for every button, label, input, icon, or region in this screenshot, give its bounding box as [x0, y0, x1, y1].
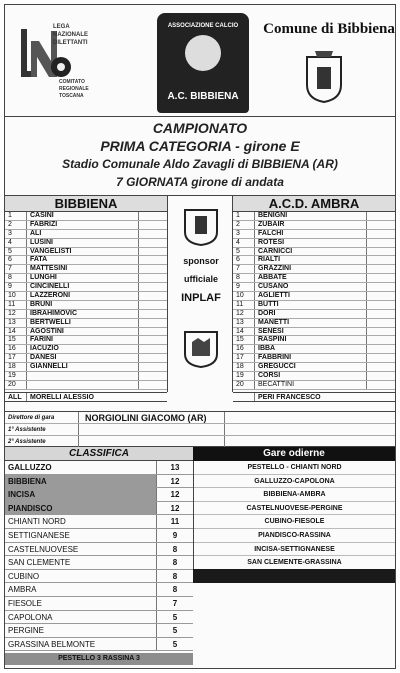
club-badge [157, 13, 249, 113]
fixture-item: GALLUZZO-CAPOLONA [194, 475, 395, 489]
player-name: BUTTI [255, 301, 367, 309]
player-mark [367, 239, 395, 247]
standings-team: AMBRA [5, 583, 157, 596]
player-row [233, 319, 395, 328]
player-number: 4 [233, 239, 255, 247]
away-coach-name: PERI FRANCESCO [258, 394, 321, 401]
standings-row [5, 624, 193, 638]
home-coach-name: MORELLI ALESSIO [30, 394, 94, 401]
player-mark [139, 301, 167, 309]
fixture-item: CASTELNUOVESE-PERGINE [194, 502, 395, 516]
player-name: IACUZIO [27, 345, 139, 353]
player-row [5, 310, 167, 319]
player-number: 10 [5, 292, 27, 300]
referee-row [5, 412, 395, 424]
standings-row [5, 515, 193, 529]
player-name [27, 381, 139, 389]
player-number: 2 [233, 221, 255, 229]
player-mark [367, 363, 395, 371]
player-name: AGOSTINI [27, 328, 139, 336]
player-mark [139, 363, 167, 371]
stadium-title: Stadio Comunale Aldo Zavagli di BIBBIENA (AR) [62, 157, 338, 171]
player-number: 20 [233, 381, 255, 389]
player-row [5, 328, 167, 337]
player-row [5, 301, 167, 310]
player-number: 1 [5, 212, 27, 220]
player-name: ALI [27, 230, 139, 238]
lnd-line: NAZIONALE [53, 32, 88, 38]
player-row [233, 301, 395, 310]
player-number: 10 [233, 292, 255, 300]
standings-points: 13 [170, 463, 180, 472]
sponsor-label: sponsor [183, 256, 219, 266]
club-badge-name: A.C. BIBBIENA [167, 91, 239, 102]
player-row [233, 230, 395, 239]
player-mark [367, 328, 395, 336]
player-mark [367, 301, 395, 309]
player-number: 18 [5, 363, 27, 371]
player-number: 2 [5, 221, 27, 229]
player-mark [367, 256, 395, 264]
player-number: 17 [5, 354, 27, 362]
player-number: 15 [233, 336, 255, 344]
standings-points: 8 [172, 585, 178, 595]
coach-label [233, 393, 255, 401]
away-coach-row [233, 392, 395, 402]
player-number: 7 [233, 265, 255, 273]
standings-row [5, 461, 193, 475]
standings-team: CASTELNUOVESE [5, 543, 157, 556]
player-row [5, 336, 167, 345]
lnd-line: LEGA [53, 24, 70, 30]
player-number: 17 [233, 354, 255, 362]
standings-row [5, 543, 193, 557]
player-row [5, 265, 167, 274]
standings-team: SETTIGNANESE [5, 529, 157, 542]
player-row [233, 328, 395, 337]
player-number: 9 [5, 283, 27, 291]
player-row [233, 283, 395, 292]
player-number: 6 [5, 256, 27, 264]
player-number: 12 [233, 310, 255, 318]
player-mark [367, 381, 395, 389]
home-team-name: BIBBIENA [5, 196, 167, 212]
player-row [233, 354, 395, 363]
player-name: LAZZERONI [27, 292, 139, 300]
player-name: LUSINI [27, 239, 139, 247]
fixture-item: BIBBIENA-AMBRA [194, 488, 395, 502]
standings-row [5, 611, 193, 625]
player-number: 19 [5, 372, 27, 380]
player-number: 11 [233, 301, 255, 309]
player-row [5, 256, 167, 265]
standings-footer: PESTELLO 3 RASSINA 3 [5, 653, 193, 665]
sponsor-name: INPLAF [181, 292, 221, 304]
player-row [233, 265, 395, 274]
player-name: CASINI [27, 212, 139, 220]
player-row [5, 230, 167, 239]
player-mark [367, 265, 395, 273]
player-name: GRAZZINI [255, 265, 367, 273]
fixtures-divider [193, 569, 395, 583]
player-mark [367, 345, 395, 353]
player-name: VANGELISTI [27, 248, 139, 256]
fixture-item: CUBINO-FIESOLE [194, 515, 395, 529]
player-number: 9 [233, 283, 255, 291]
player-number: 13 [5, 319, 27, 327]
fixture-item: PIANDISCO-RASSINA [194, 529, 395, 543]
player-mark [367, 372, 395, 380]
standings-points: 12 [170, 490, 180, 500]
home-roster [5, 212, 167, 390]
standings-team: CHIANTI NORD [5, 515, 157, 528]
player-name: DORI [255, 310, 367, 318]
player-mark [367, 248, 395, 256]
player-row [233, 221, 395, 230]
player-mark [139, 336, 167, 344]
standings-team: PIANDISCO [5, 502, 157, 515]
away-roster [233, 212, 395, 390]
player-mark [139, 239, 167, 247]
player-mark [367, 212, 395, 220]
standings-team: SAN CLEMENTE [5, 556, 157, 569]
standings-row [5, 488, 193, 502]
player-name: ABBATE [255, 274, 367, 282]
player-mark [367, 292, 395, 300]
player-name: IBRAHIMOVIC [27, 310, 139, 318]
player-name: LUNGHI [27, 274, 139, 282]
standings-team: INCISA [5, 488, 157, 501]
player-name: GIANNELLI [27, 363, 139, 371]
player-name: IBBA [255, 345, 367, 353]
player-name: GREGUCCI [255, 363, 367, 371]
standings-row [5, 529, 193, 543]
standings-team: CAPOLONA [5, 611, 157, 624]
standings-points: 5 [172, 612, 178, 622]
player-name: FATA [27, 256, 139, 264]
comune-title: Comune di Bibbiena [263, 21, 395, 37]
player-row [5, 274, 167, 283]
player-name: FABRIZI [27, 221, 139, 229]
player-row [5, 345, 167, 354]
player-name: BECATTINI [255, 381, 367, 389]
player-mark [367, 354, 395, 362]
player-row [233, 381, 395, 390]
standings-points: 8 [172, 544, 178, 554]
player-mark [139, 283, 167, 291]
player-mark [139, 328, 167, 336]
player-name: BERTWELLI [27, 319, 139, 327]
header [5, 5, 395, 117]
player-name: ROTESI [255, 239, 367, 247]
standings-points: 12 [170, 476, 180, 486]
sponsor-label: ufficiale [183, 274, 218, 284]
player-name: BENIGNI [255, 212, 367, 220]
assistant1-name [79, 424, 225, 435]
player-name: BRUNI [27, 301, 139, 309]
standings-team: GRASSINA BELMONTE [5, 638, 157, 651]
comune-crest-icon [305, 49, 343, 103]
standings-row [5, 475, 193, 489]
player-mark [139, 230, 167, 238]
player-mark [139, 212, 167, 220]
assistant1-label: 1° Assistente [5, 424, 79, 435]
player-row [5, 239, 167, 248]
assistant2-label: 2° Assistente [5, 436, 79, 447]
player-mark [139, 248, 167, 256]
lnd-title [53, 23, 88, 47]
away-crest-icon [182, 328, 220, 368]
player-row [5, 354, 167, 363]
player-mark [139, 274, 167, 282]
standings-team: PERGINE [5, 624, 157, 637]
player-name: MATTESINI [27, 265, 139, 273]
player-name: MANETTI [255, 319, 367, 327]
player-name: FALCHI [255, 230, 367, 238]
away-team-name: A.C.D. AMBRA [233, 196, 395, 212]
player-row [233, 248, 395, 257]
standings-table [5, 461, 193, 651]
player-mark [367, 319, 395, 327]
player-row [5, 319, 167, 328]
assistant-row [5, 424, 395, 436]
player-number: 15 [5, 336, 27, 344]
player-number: 5 [5, 248, 27, 256]
campionato-title: CAMPIONATO [152, 120, 248, 136]
player-mark [367, 221, 395, 229]
match-sheet [4, 4, 396, 669]
player-row [233, 212, 395, 221]
lnd-sub-line: COMITATO [59, 79, 85, 85]
player-number: 5 [233, 248, 255, 256]
home-coach-row [5, 392, 167, 402]
player-number: 20 [5, 381, 27, 389]
player-number: 14 [5, 328, 27, 336]
player-name: FARINI [27, 336, 139, 344]
player-row [233, 310, 395, 319]
standings-points: 12 [170, 503, 180, 513]
player-mark [139, 256, 167, 264]
lnd-subtitle [59, 79, 89, 100]
player-number: 16 [5, 345, 27, 353]
player-number: 1 [233, 212, 255, 220]
player-mark [139, 372, 167, 380]
standings-row [5, 570, 193, 584]
player-name: RASPINI [255, 336, 367, 344]
player-mark [367, 283, 395, 291]
player-row [233, 345, 395, 354]
player-number: 12 [5, 310, 27, 318]
standings-points: 8 [172, 558, 178, 568]
round-title: 7 GIORNATA girone di andata [116, 175, 284, 189]
standings-team: GALLUZZO [5, 461, 157, 474]
standings-points: 7 [172, 598, 178, 608]
player-name: AGLIETTI [255, 292, 367, 300]
lnd-sub-line: REGIONALE [59, 86, 89, 92]
player-name: ZUBAIR [255, 221, 367, 229]
player-number: 14 [233, 328, 255, 336]
standings-points: 9 [172, 530, 178, 540]
player-mark [139, 221, 167, 229]
coach-label: ALL [5, 393, 27, 401]
standings-points: 5 [172, 639, 178, 649]
fixtures-list [193, 461, 395, 570]
standings-row [5, 638, 193, 652]
player-name: SENESI [255, 328, 367, 336]
standings-row [5, 502, 193, 516]
player-name: CINCINELLI [27, 283, 139, 291]
assistant2-name [79, 436, 225, 447]
player-name [27, 372, 139, 380]
player-row [233, 372, 395, 381]
player-mark [367, 230, 395, 238]
player-number: 8 [233, 274, 255, 282]
standings-row [5, 583, 193, 597]
fixture-item: INCISA-SETTIGNANESE [194, 543, 395, 557]
standings-team: BIBBIENA [5, 475, 157, 488]
player-name: CORSI [255, 372, 367, 380]
standings-team: CUBINO [5, 570, 157, 583]
player-number: 11 [5, 301, 27, 309]
player-name: DANESI [27, 354, 139, 362]
standings-team: FIESOLE [5, 597, 157, 610]
lineups [5, 195, 395, 407]
standings-title: CLASSIFICA [5, 447, 193, 461]
standings-row [5, 597, 193, 611]
player-row [233, 336, 395, 345]
player-mark [367, 336, 395, 344]
player-number: 4 [5, 239, 27, 247]
player-mark [139, 310, 167, 318]
standings-points: 8 [172, 571, 178, 581]
lnd-sub-line: TOSCANA [59, 93, 84, 99]
player-name: RIALTI [255, 256, 367, 264]
player-name: CARNICCI [255, 248, 367, 256]
player-row [5, 248, 167, 257]
player-row [233, 239, 395, 248]
player-row [233, 256, 395, 265]
player-mark [139, 292, 167, 300]
fixture-item: PESTELLO - CHIANTI NORD [194, 461, 395, 475]
standings-points: 11 [170, 517, 180, 527]
football-icon [185, 35, 221, 71]
standings-row [5, 556, 193, 570]
home-crest-icon [182, 206, 220, 246]
player-number: 18 [233, 363, 255, 371]
player-row [5, 292, 167, 301]
player-row [233, 363, 395, 372]
match-titles [5, 119, 395, 191]
player-mark [139, 319, 167, 327]
player-number: 19 [233, 372, 255, 380]
officials [5, 411, 395, 447]
player-number: 16 [233, 345, 255, 353]
player-mark [139, 345, 167, 353]
referee-label: Direttore di gara [5, 412, 79, 423]
player-number: 3 [233, 230, 255, 238]
player-mark [139, 381, 167, 389]
fixtures-title: Gare odierne [193, 447, 395, 461]
referee-name: NORGIOLINI GIACOMO (AR) [79, 412, 225, 423]
player-number: 13 [233, 319, 255, 327]
standings-points: 5 [172, 626, 178, 636]
club-badge-top: ASSOCIAZIONE CALCIO [167, 23, 239, 29]
player-row [5, 283, 167, 292]
player-number: 7 [5, 265, 27, 273]
player-row [5, 221, 167, 230]
player-name: CUSANO [255, 283, 367, 291]
player-row [233, 292, 395, 301]
player-row [233, 274, 395, 283]
categoria-title: PRIMA CATEGORIA - girone E [100, 138, 300, 154]
player-row [5, 212, 167, 221]
player-mark [139, 354, 167, 362]
player-number: 8 [5, 274, 27, 282]
sponsor-panel [167, 196, 233, 392]
player-row [5, 363, 167, 372]
player-name: FABBRINI [255, 354, 367, 362]
player-mark [139, 265, 167, 273]
player-mark [367, 274, 395, 282]
fixture-item: SAN CLEMENTE-GRASSINA [194, 556, 395, 570]
lnd-logo [13, 11, 133, 111]
player-row [5, 381, 167, 390]
player-number: 6 [233, 256, 255, 264]
player-number: 3 [5, 230, 27, 238]
player-mark [367, 310, 395, 318]
lnd-line: DILETTANTI [53, 40, 88, 46]
player-row [5, 372, 167, 381]
